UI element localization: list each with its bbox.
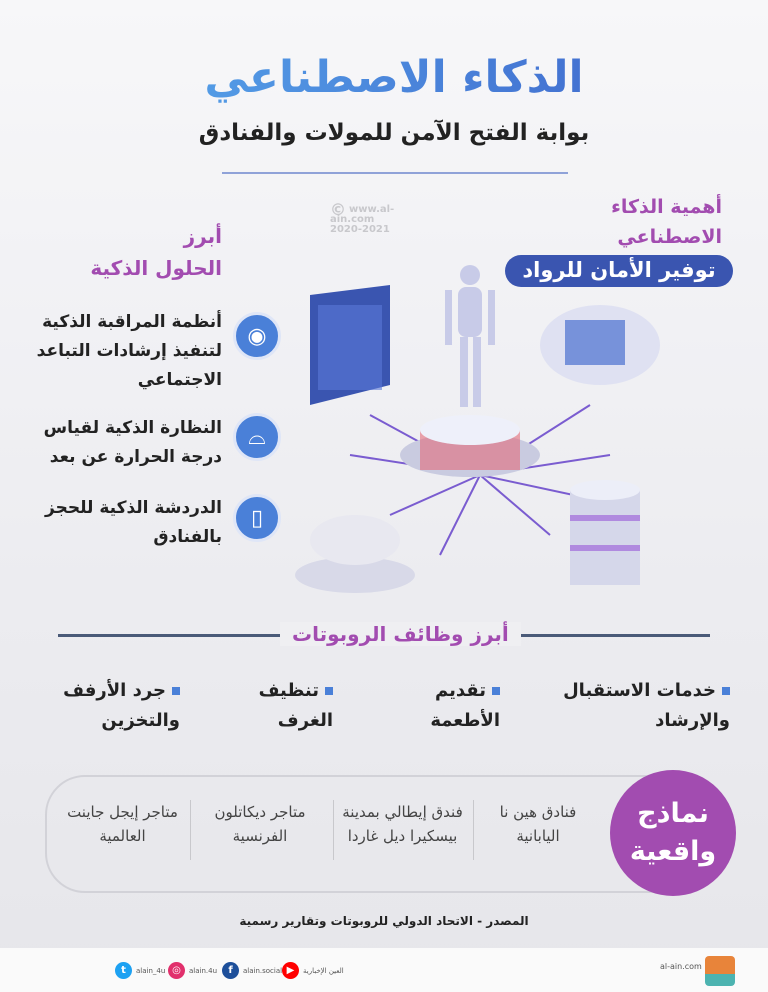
site-link[interactable]: al-ain.com: [660, 962, 702, 971]
examples-badge: نماذج واقعية: [610, 770, 736, 896]
importance-pill: توفير الأمان للرواد: [505, 255, 733, 287]
solution-item: النظارة الذكية لقياس درجة الحرارة عن بعد: [43, 418, 222, 467]
instagram-link[interactable]: ◎ alain.4u: [168, 962, 217, 979]
example-item: فندق إيطالي بمدينة بيسكيرا ديل غاردا: [342, 803, 463, 845]
importance-heading-1: أهمية الذكاء: [611, 196, 722, 218]
solution-item: الدردشة الذكية للحجز بالفنادق: [45, 498, 222, 547]
solutions-heading-1: أبرز: [183, 224, 222, 248]
robot-function: تقديم الأطعمة: [430, 680, 500, 731]
divider: [222, 172, 568, 174]
example-item: متاجر ديكاتلون الفرنسية: [214, 803, 306, 845]
example-item: فنادق هين نا اليابانية: [499, 803, 577, 845]
robot-icon: [445, 265, 495, 407]
youtube-link[interactable]: ▶ العين الإخبارية: [282, 962, 344, 979]
camera-icon: ◉: [233, 312, 281, 360]
importance-heading-2: الاصطناعي: [617, 226, 722, 248]
robot-function: خدمات الاستقبال والإرشاد: [563, 680, 730, 731]
chat-phone-icon: ▯: [233, 494, 281, 542]
robot-function: تنظيف الغرف: [258, 680, 333, 731]
brain-icon: [310, 515, 400, 565]
separator: [190, 800, 191, 860]
watermark: © www.al-ain.com 2020-2021: [330, 200, 395, 235]
database-icon: [570, 480, 640, 585]
solutions-heading-2: الحلول الذكية: [90, 256, 222, 280]
source-note: المصدر - الاتحاد الدولي للروبوتات وتقارير رسمية: [239, 914, 529, 928]
facebook-link[interactable]: f alain.social: [222, 962, 282, 979]
al-ain-logo: [705, 956, 735, 986]
robot-function: جرد الأرفف والتخزين: [63, 680, 180, 731]
smart-glasses-icon: ⌓: [233, 413, 281, 461]
twitter-link[interactable]: t alain_4u: [115, 962, 165, 979]
footer: [0, 948, 768, 992]
twitter-icon: t: [115, 962, 132, 979]
ai-illustration: [290, 255, 670, 605]
page-title: الذكاء الاصطناعي: [0, 52, 768, 103]
youtube-icon: ▶: [282, 962, 299, 979]
separator: [473, 800, 474, 860]
separator: [333, 800, 334, 860]
instagram-icon: ◎: [168, 962, 185, 979]
example-item: متاجر إيجل جاينت العالمية: [67, 803, 178, 845]
facebook-icon: f: [222, 962, 239, 979]
robots-heading: أبرز وظائف الروبوتات: [280, 622, 521, 646]
solution-item: أنظمة المراقبة الذكية لتنفيذ إرشادات التباعد الاجتماعي: [36, 312, 222, 390]
page-subtitle: بوابة الفتح الآمن للمولات والفنادق: [198, 120, 590, 146]
